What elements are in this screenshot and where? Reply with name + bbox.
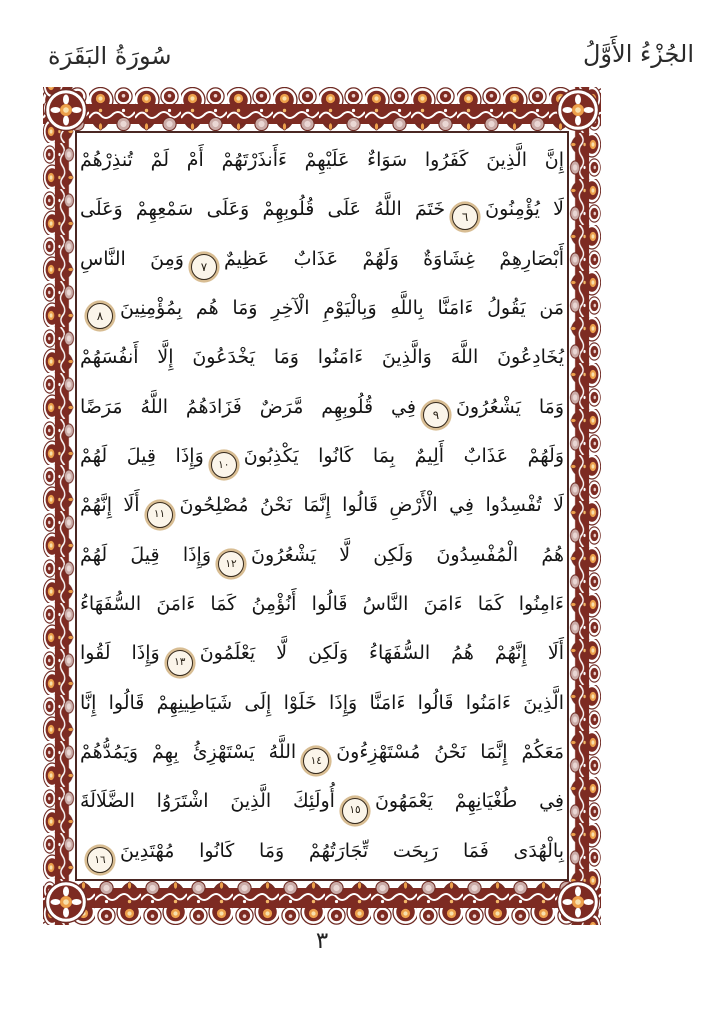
surah-title: سُورَةُ البَقَرَة: [48, 42, 172, 70]
verse-text: مَعَكُمْ إِنَّمَا نَحْنُ مُسْتَهْزِءُونَ: [336, 740, 564, 763]
verse-text: وَإِذَا قِيلَ لَهُمْ: [80, 543, 212, 566]
verse-text: أُولَئِكَ الَّذِينَ اشْتَرَوُا الضَّلَالَةَ: [80, 790, 335, 813]
quran-line: [80, 580, 564, 629]
quran-line: [80, 728, 564, 777]
quran-line: [80, 777, 564, 826]
quran-line: [80, 383, 564, 432]
quran-line: [80, 136, 564, 185]
page-number: ٣: [315, 928, 329, 954]
verse-text: لَا تُفْسِدُوا فِي الْأَرْضِ قَالُوا إِنَّمَا نَحْنُ مُصْلِحُونَ: [179, 494, 564, 517]
verse-text: يُخَادِعُونَ اللَّهَ وَالَّذِينَ ءَامَنُوا وَمَا يَخْدَعُونَ إِلَّا أَنفُسَهُمْ: [80, 346, 564, 369]
quran-line: [80, 827, 564, 876]
verse-text: الَّذِينَ ءَامَنُوا قَالُوا ءَامَنَّا وَإِذَا خَلَوْا إِلَى شَيَاطِينِهِمْ قَالُوا إِنَّا: [80, 691, 564, 714]
verse-text: أَلَا إِنَّهُمْ: [80, 494, 140, 517]
quran-line: [80, 432, 564, 481]
quran-line: [80, 629, 564, 678]
verse-text: وَمِنَ النَّاسِ: [80, 247, 184, 270]
ayah-number-medallion: ١٦: [87, 847, 113, 873]
ayah-number-medallion: ٩: [423, 402, 449, 428]
ayah-number-medallion: ١٤: [303, 748, 329, 774]
ayah-number-medallion: ٦: [452, 204, 478, 230]
verse-text: ءَامِنُوا كَمَا ءَامَنَ النَّاسُ قَالُوا أَنُؤْمِنُ كَمَا ءَامَنَ السُّفَهَاءُ: [80, 592, 564, 615]
quran-line: [80, 481, 564, 530]
verse-text: اللَّهُ يَسْتَهْزِئُ بِهِمْ وَيَمُدُّهُمْ: [80, 740, 297, 763]
verse-text: لَا يُؤْمِنُونَ: [485, 198, 564, 221]
ayah-number-medallion: ١٢: [218, 551, 244, 577]
verse-text: وَإِذَا لَقُوا: [80, 642, 160, 665]
verse-text: فِي طُغْيَانِهِمْ يَعْمَهُونَ: [374, 790, 564, 813]
verse-text: وَإِذَا قِيلَ لَهُمْ: [80, 444, 204, 467]
ayah-number-medallion: ١٠: [211, 452, 237, 478]
quran-line: [80, 185, 564, 234]
verse-text: وَلَهُمْ عَذَابٌ أَلِيمٌ بِمَا كَانُوا يَكْذِبُونَ: [243, 444, 565, 467]
ayah-number-medallion: ٨: [87, 303, 113, 329]
juz-title: الجُزْءُ الأَوَّلُ: [582, 40, 694, 68]
verse-text: خَتَمَ اللَّهُ عَلَى قُلُوبِهِمْ وَعَلَى سَمْعِهِمْ وَعَلَى: [80, 198, 446, 221]
quran-line: [80, 531, 564, 580]
quran-line: [80, 284, 564, 333]
verse-text: هُمُ الْمُفْسِدُونَ وَلَكِن لَّا يَشْعُرُونَ: [251, 543, 565, 566]
quran-line: [80, 235, 564, 284]
ayah-number-medallion: ١٣: [167, 650, 193, 676]
ayah-number-medallion: ١٥: [342, 798, 368, 824]
verse-text: أَلَا إِنَّهُمْ هُمُ السُّفَهَاءُ وَلَكِن لَّا يَعْلَمُونَ: [199, 642, 564, 665]
quran-line: [80, 679, 564, 728]
ayah-number-medallion: ١١: [147, 502, 173, 528]
quran-line: [80, 333, 564, 382]
verse-text: إِنَّ الَّذِينَ كَفَرُوا سَوَاءٌ عَلَيْهِمْ ءَأَنذَرْتَهُمْ أَمْ لَمْ تُنذِرْهُمْ: [80, 149, 564, 171]
verse-text: مَن يَقُولُ ءَامَنَّا بِاللَّهِ وَبِالْيَوْمِ الْآخِرِ وَمَا هُم بِمُؤْمِنِينَ: [120, 296, 564, 319]
ornamental-border-frame: [43, 87, 601, 925]
ayah-number-medallion: ٧: [191, 254, 217, 280]
quran-text-area: [80, 136, 564, 876]
verse-text: فِي قُلُوبِهِم مَّرَضٌ فَزَادَهُمُ اللَّهُ مَرَضًا: [80, 395, 416, 418]
verse-text: بِالْهُدَى فَمَا رَبِحَت تِّجَارَتُهُمْ وَمَا كَانُوا مُهْتَدِينَ: [120, 839, 564, 862]
verse-text: وَمَا يَشْعُرُونَ: [455, 395, 564, 418]
verse-text: أَبْصَارِهِمْ غِشَاوَةٌ وَلَهُمْ عَذَابٌ عَظِيمٌ: [223, 247, 565, 270]
